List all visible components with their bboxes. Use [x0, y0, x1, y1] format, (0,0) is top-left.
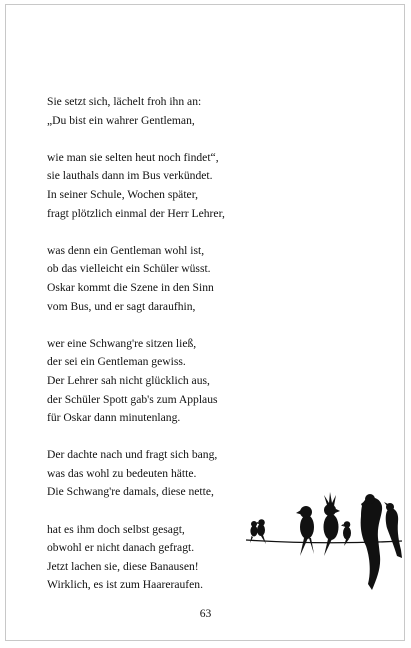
- poem-line: für Oskar dann minutenlang.: [47, 411, 181, 425]
- poem-line: In seiner Schule, Wochen später,: [47, 187, 198, 201]
- poem-line: der Schüler Spott gab's zum Applaus: [47, 392, 218, 406]
- poem-line: Wirklich, es ist zum Haareraufen.: [47, 578, 203, 592]
- poem-line: Der dachte nach und fragt sich bang,: [47, 448, 218, 462]
- tall-bird-icon: [384, 502, 402, 558]
- poem-line: „Du bist ein wahrer Gentleman,: [47, 113, 195, 127]
- poem-line: fragt plötzlich einmal der Herr Lehrer,: [47, 206, 225, 220]
- poem-line: was denn ein Gentleman wohl ist,: [47, 243, 205, 257]
- poem-line: wer eine Schwang're sitzen ließ,: [47, 336, 197, 350]
- stanza-6: [47, 521, 277, 595]
- page-number: 63: [199, 607, 212, 620]
- round-bird-icon: [296, 506, 314, 556]
- poem-line: Sie setzt sich, lächelt froh ihn an:: [47, 95, 202, 108]
- cockatoo-icon: [324, 492, 341, 556]
- poem-line: sie lauthals dann im Bus verkündet.: [47, 169, 213, 183]
- stanza-4: [47, 335, 277, 428]
- poem-text: [47, 93, 277, 595]
- poem-line: Der Lehrer sah nicht glücklich aus,: [47, 373, 210, 387]
- poem-line: Oskar kommt die Szene in den Sinn: [47, 280, 214, 294]
- poem-line: wie man sie selten heut noch findet“,: [47, 150, 219, 164]
- poem-line: hat es ihm doch selbst gesagt,: [47, 522, 185, 536]
- poem-line: Die Schwang're damals, diese nette,: [47, 485, 214, 499]
- birds-on-wire-icon: [244, 486, 404, 596]
- poem-line: was das wohl zu bedeuten hätte.: [47, 466, 197, 480]
- wire: [246, 540, 402, 543]
- stanza-3: [47, 242, 277, 316]
- stanza-2: [47, 149, 277, 223]
- poem-line: obwohl er nicht danach gefragt.: [47, 541, 195, 555]
- poem-line: Jetzt lachen sie, diese Banausen!: [47, 559, 199, 573]
- stanza-5: [47, 446, 277, 502]
- poem-line: vom Bus, und er sagt daraufhin,: [47, 299, 196, 313]
- poem-line: ob das vielleicht ein Schüler wüsst.: [47, 262, 211, 276]
- poem-line: der sei ein Gentleman gewiss.: [47, 355, 186, 369]
- stanza-1: [47, 93, 277, 130]
